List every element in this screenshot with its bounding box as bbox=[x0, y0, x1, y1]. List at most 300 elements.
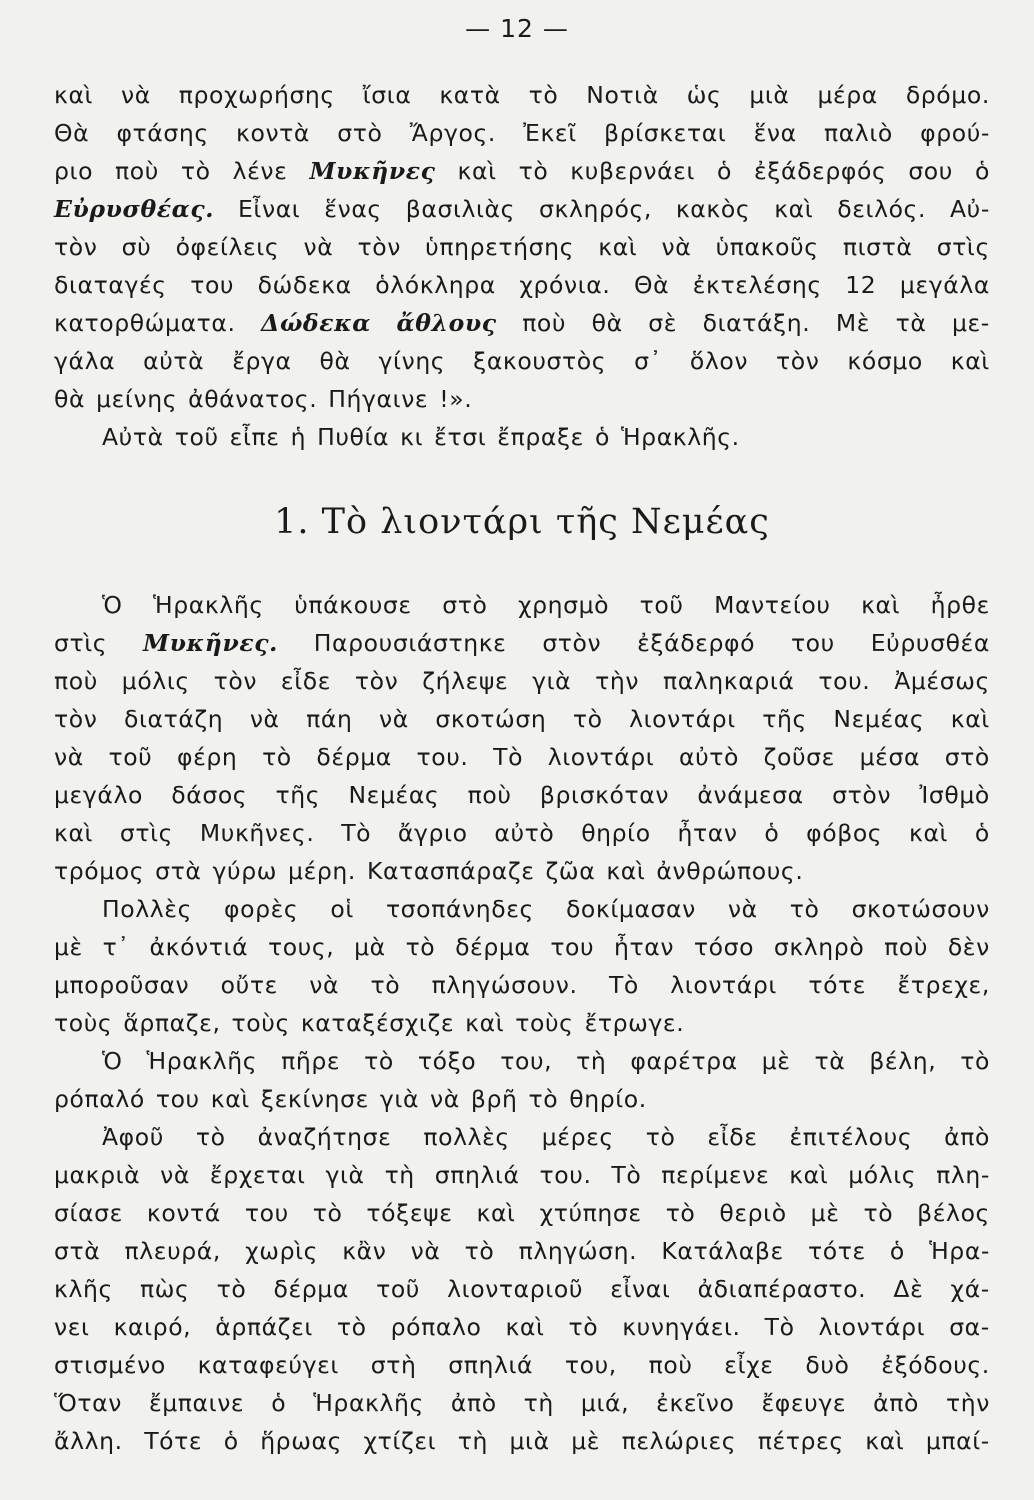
word: ἐξόδους. bbox=[881, 1351, 990, 1379]
word: Νεμέας bbox=[348, 781, 440, 809]
word: Ἄργος. bbox=[409, 119, 496, 147]
text-line bbox=[54, 380, 990, 418]
word: Θὰ bbox=[54, 119, 90, 147]
word: νὰ bbox=[303, 233, 334, 261]
word: Μαντείου bbox=[714, 591, 831, 619]
word: θὰ bbox=[591, 309, 623, 337]
word: ἴσια bbox=[362, 81, 412, 109]
word: ἀθάνατος. bbox=[188, 385, 318, 413]
word: τὸ bbox=[665, 1199, 696, 1227]
word: χωρὶς bbox=[245, 1237, 319, 1265]
word: ὁ bbox=[974, 157, 990, 185]
word: Αὐτὰ bbox=[102, 423, 164, 451]
word: δὲν bbox=[947, 933, 990, 961]
word: λένε bbox=[232, 157, 288, 185]
word: τὸ bbox=[789, 895, 820, 923]
paragraph bbox=[54, 586, 990, 890]
word: ἕνα bbox=[753, 119, 797, 147]
word: του, bbox=[564, 1351, 617, 1379]
word: μιὰ bbox=[749, 81, 790, 109]
text-line bbox=[54, 1194, 990, 1232]
word: στισμένο bbox=[54, 1351, 166, 1379]
text-line bbox=[54, 852, 990, 890]
word: μέσα bbox=[859, 743, 921, 771]
word: Νεμέας bbox=[833, 705, 925, 733]
word: τὴν bbox=[595, 667, 640, 695]
word: Ἀφοῦ bbox=[102, 1123, 164, 1151]
word: θηρίο bbox=[581, 819, 651, 847]
word: Ἡρακλῆς bbox=[153, 591, 264, 619]
word: καὶ bbox=[774, 195, 814, 223]
word: του bbox=[155, 1085, 200, 1113]
word: τὸ bbox=[336, 1313, 367, 1341]
word: μακριὰ bbox=[54, 1161, 141, 1189]
word: αὐτὰ bbox=[143, 347, 205, 375]
word: νὰ bbox=[410, 1237, 441, 1265]
paragraph bbox=[54, 76, 990, 418]
word: Ἀμέσως bbox=[894, 667, 990, 695]
word: καὶ bbox=[865, 1427, 905, 1455]
word: κόσμο bbox=[847, 347, 923, 375]
text-line bbox=[54, 114, 990, 152]
word: μέρη. bbox=[288, 857, 356, 885]
word: εἶδε bbox=[707, 1123, 758, 1151]
word: στὸ bbox=[337, 119, 383, 147]
emphasized-word: Μυκῆνες bbox=[309, 157, 436, 185]
word: ξεκίνησε bbox=[260, 1085, 369, 1113]
text-line bbox=[54, 1346, 990, 1384]
word: Πολλὲς bbox=[102, 895, 192, 923]
word: μὰ bbox=[354, 933, 386, 961]
word: ἁρπάζει bbox=[215, 1313, 313, 1341]
word: Δὲ bbox=[893, 1275, 924, 1303]
word: βρῆ bbox=[470, 1085, 518, 1113]
word: ὑπάκουσε bbox=[294, 591, 412, 619]
word: λιοντάρι bbox=[818, 1313, 926, 1341]
word: θηρίο. bbox=[569, 1085, 647, 1113]
word: πλευρά, bbox=[124, 1237, 221, 1265]
word: ἥρωας bbox=[260, 1427, 342, 1455]
word: λιοντάρι bbox=[629, 705, 736, 733]
word: γιὰ bbox=[325, 1161, 365, 1189]
word: κυβερνάει bbox=[570, 157, 696, 185]
text-line bbox=[54, 700, 990, 738]
word: δρόμο. bbox=[905, 81, 990, 109]
word: τοῦ bbox=[639, 591, 684, 619]
word: τὸ bbox=[863, 1199, 894, 1227]
word: καὶ bbox=[598, 233, 638, 261]
word: Ἡρακλῆς. bbox=[620, 423, 740, 451]
word: ἐκτελέσης bbox=[692, 271, 822, 299]
text-block-after-heading bbox=[54, 586, 990, 1460]
word: ἔργα bbox=[232, 347, 292, 375]
word: χρόνια. bbox=[519, 271, 611, 299]
word: πέτρες bbox=[757, 1427, 844, 1455]
word: τοὺς bbox=[54, 1009, 113, 1037]
word: στὸν bbox=[832, 781, 892, 809]
word: εἶχε bbox=[724, 1351, 774, 1379]
word: τὸν bbox=[54, 705, 98, 733]
word: ἦρθε bbox=[930, 591, 990, 619]
word: ποὺ bbox=[54, 667, 98, 695]
word: θεριὸ bbox=[719, 1199, 787, 1227]
word: ποὺ bbox=[467, 781, 512, 809]
word: αὐτὸ bbox=[494, 819, 555, 847]
word: Ὅταν bbox=[54, 1389, 122, 1417]
word: 12 bbox=[845, 271, 877, 299]
word: ἀδιαπέραστο. bbox=[697, 1275, 867, 1303]
emphasized-word: Μυκῆνες. bbox=[143, 629, 278, 657]
word: του. bbox=[416, 743, 469, 771]
word: ὁ bbox=[594, 423, 610, 451]
word: τοὺς bbox=[515, 1009, 574, 1037]
word: τῆς bbox=[275, 781, 321, 809]
word: νὰ bbox=[379, 705, 409, 733]
emphasized-word: Εὐρυσθέας. bbox=[54, 195, 215, 223]
word: πληγώση. bbox=[518, 1237, 638, 1265]
word: τὸν bbox=[354, 667, 399, 695]
word: μεγάλα bbox=[899, 271, 990, 299]
word: ἄλλη. bbox=[54, 1427, 123, 1455]
word: ἐκεῖνο bbox=[656, 1389, 735, 1417]
word: ἕνας bbox=[324, 195, 382, 223]
body-text bbox=[54, 76, 990, 1460]
word: Κατάλαβε bbox=[661, 1237, 784, 1265]
word: θὰ bbox=[319, 347, 351, 375]
word: σκληρὸ bbox=[773, 933, 865, 961]
word: Πήγαινε bbox=[328, 385, 429, 413]
word: εἶδε bbox=[280, 667, 332, 695]
word: ὁ bbox=[889, 1237, 905, 1265]
text-line bbox=[54, 966, 990, 1004]
word: ποὺ bbox=[522, 309, 567, 337]
word: σπηλιά bbox=[448, 1351, 534, 1379]
word: καὶ bbox=[606, 857, 646, 885]
text-line bbox=[54, 624, 990, 662]
word: γύρω bbox=[212, 857, 278, 885]
word: στὴ bbox=[370, 1351, 417, 1379]
word: πολλὲς bbox=[423, 1123, 510, 1151]
word: ὁ bbox=[223, 1427, 239, 1455]
word: καὶ bbox=[861, 591, 901, 619]
word: ἐπιτέλους bbox=[789, 1123, 913, 1151]
word: καὶ bbox=[54, 81, 94, 109]
word: κοντὰ bbox=[236, 119, 311, 147]
word: τόσο bbox=[693, 933, 755, 961]
word: τοῦ bbox=[376, 1275, 421, 1303]
word: του bbox=[190, 271, 235, 299]
word: πάη bbox=[306, 705, 353, 733]
word: του bbox=[790, 629, 835, 657]
word: ἔρχεται bbox=[209, 1161, 306, 1189]
text-line bbox=[54, 1232, 990, 1270]
word: ἄγριο bbox=[397, 819, 468, 847]
word: ὑπηρετήσης bbox=[425, 233, 575, 261]
word: κοντά bbox=[146, 1199, 221, 1227]
word: Μυκῆνες. bbox=[199, 819, 315, 847]
emphasized-word: Δώδεκα bbox=[261, 309, 371, 337]
word: του bbox=[550, 933, 595, 961]
word: φέρη bbox=[177, 743, 238, 771]
word: ὅλον bbox=[689, 347, 749, 375]
word: θὰ bbox=[54, 385, 86, 413]
word: τὸ bbox=[312, 1199, 343, 1227]
word: δοκίμασαν bbox=[565, 895, 696, 923]
word: χτίζει bbox=[363, 1427, 437, 1455]
word: καὶ bbox=[505, 1313, 545, 1341]
word: Νοτιὰ bbox=[586, 81, 659, 109]
word: φόβος bbox=[806, 819, 883, 847]
word: Τότε bbox=[144, 1427, 203, 1455]
text-line bbox=[54, 76, 990, 114]
word: Ἰσθμὸ bbox=[919, 781, 990, 809]
word: στὰ bbox=[155, 857, 202, 885]
text-line bbox=[54, 342, 990, 380]
word: τὸ bbox=[364, 1047, 394, 1075]
word: ἔμπαινε bbox=[148, 1389, 245, 1417]
word: καὶ bbox=[950, 705, 990, 733]
word: ζήλεψε bbox=[422, 667, 509, 695]
word: ποὺ bbox=[115, 157, 159, 185]
word: ἅρπαζε, bbox=[123, 1009, 221, 1037]
text-line bbox=[54, 738, 990, 776]
word: εἶναι bbox=[610, 1275, 671, 1303]
word: τὸ bbox=[180, 157, 211, 185]
word: γιὰ bbox=[532, 667, 572, 695]
word: Θὰ bbox=[633, 271, 670, 299]
word: φορὲς bbox=[224, 895, 299, 923]
word: μόλις bbox=[848, 1161, 917, 1189]
word: Τὸ bbox=[493, 743, 524, 771]
word: ἀπὸ bbox=[873, 1389, 919, 1417]
word: δάσος bbox=[171, 781, 248, 809]
word: του bbox=[244, 1199, 289, 1227]
text-line bbox=[54, 928, 990, 966]
word: ρόπαλό bbox=[54, 1085, 145, 1113]
word: τότε bbox=[808, 971, 867, 999]
word: Τὸ bbox=[611, 1161, 642, 1189]
word: νὰ bbox=[54, 743, 84, 771]
word: τὸ bbox=[195, 1123, 226, 1151]
word: Εἶναι bbox=[237, 195, 301, 223]
paragraph bbox=[54, 1118, 990, 1460]
word: Ὁ bbox=[102, 1047, 123, 1075]
word: ὁ bbox=[717, 157, 732, 185]
word: τὸ bbox=[568, 1313, 599, 1341]
text-block-before-heading bbox=[54, 76, 990, 456]
text-line bbox=[54, 1422, 990, 1460]
word: τοὺς bbox=[231, 1009, 290, 1037]
word: κακὸς bbox=[675, 195, 751, 223]
text-line bbox=[54, 418, 990, 456]
word: νὰ bbox=[309, 971, 340, 999]
word: δειλός. bbox=[837, 195, 927, 223]
word: του. bbox=[818, 667, 871, 695]
word: ἔτρωγε. bbox=[584, 1009, 685, 1037]
word: μιὰ bbox=[509, 1427, 550, 1455]
paragraph bbox=[54, 1042, 990, 1118]
word: τους, bbox=[267, 933, 335, 961]
text-line bbox=[54, 814, 990, 852]
word: ὁ bbox=[271, 1389, 287, 1417]
word: σκοτώση bbox=[435, 705, 547, 733]
word: Ἡρακλῆς bbox=[313, 1389, 424, 1417]
word: πῆρε bbox=[281, 1047, 341, 1075]
word: κι bbox=[400, 423, 424, 451]
word: τὸν bbox=[54, 233, 98, 261]
word: διαταγές bbox=[54, 271, 167, 299]
word: μὲ bbox=[571, 1427, 601, 1455]
word: διατάζη bbox=[123, 705, 224, 733]
word: ὁ bbox=[974, 819, 990, 847]
word: καὶ bbox=[476, 1199, 516, 1227]
word: τόξεψε bbox=[366, 1199, 453, 1227]
word: Πυθία bbox=[317, 423, 390, 451]
word: τὸ bbox=[464, 1237, 495, 1265]
word: !». bbox=[439, 385, 473, 413]
text-line bbox=[54, 190, 990, 228]
text-line bbox=[54, 890, 990, 928]
page-number: — 12 — bbox=[465, 14, 569, 43]
word: ἐξάδερφό bbox=[637, 629, 756, 657]
word: σου bbox=[908, 157, 953, 185]
word: ἔφευγε bbox=[761, 1389, 847, 1417]
word: ὁλόκληρα bbox=[375, 271, 496, 299]
word: Ἡρακλῆς bbox=[146, 1047, 258, 1075]
word: σὲ bbox=[648, 309, 678, 337]
word: ἀναζήτησε bbox=[257, 1123, 392, 1151]
word: καταξέσχιζε bbox=[300, 1009, 455, 1037]
word: κατὰ bbox=[439, 81, 501, 109]
word: δώδεκα bbox=[257, 271, 352, 299]
word: λιοντάρι bbox=[547, 743, 655, 771]
word: τὸν bbox=[776, 347, 820, 375]
word: ποὺ bbox=[884, 933, 929, 961]
word: τὸ bbox=[518, 157, 549, 185]
word: ρόπαλο bbox=[390, 1313, 482, 1341]
word: στὸν bbox=[542, 629, 602, 657]
word: Παρουσιάστηκε bbox=[313, 629, 507, 657]
word: Εὐρυσθέα bbox=[870, 629, 990, 657]
paragraph bbox=[54, 418, 990, 456]
word: φρού- bbox=[920, 119, 990, 147]
text-line bbox=[54, 776, 990, 814]
word: ἀνθρώπους. bbox=[656, 857, 804, 885]
text-line bbox=[54, 1270, 990, 1308]
word: τὸν bbox=[213, 667, 258, 695]
word: ἦταν bbox=[677, 819, 738, 847]
word: μὲ bbox=[54, 933, 83, 961]
word: ποὺ bbox=[648, 1351, 693, 1379]
word: βέλη, bbox=[869, 1047, 937, 1075]
word: με- bbox=[951, 309, 990, 337]
text-line bbox=[54, 1308, 990, 1346]
word: ἔτρεχε, bbox=[897, 971, 990, 999]
word: τοῦ bbox=[108, 743, 153, 771]
word: ζοῦσε bbox=[763, 743, 835, 771]
word: τὸ bbox=[370, 971, 401, 999]
word: βασιλιὰς bbox=[405, 195, 516, 223]
word: σὺ bbox=[121, 233, 152, 261]
word: τὸν bbox=[357, 233, 401, 261]
word: καὶ bbox=[909, 819, 949, 847]
word: ριο bbox=[54, 157, 94, 185]
word: πελώριες bbox=[621, 1427, 737, 1455]
word: νὰ bbox=[121, 81, 151, 109]
word: σα- bbox=[949, 1313, 990, 1341]
emphasized-word: ἄθλους bbox=[396, 309, 497, 337]
word: κἂν bbox=[342, 1237, 387, 1265]
word: μέρα bbox=[817, 81, 878, 109]
word: λιονταριοῦ bbox=[447, 1275, 584, 1303]
word: τοῦ bbox=[174, 423, 219, 451]
word: λιοντάρι bbox=[670, 971, 777, 999]
word: Τὸ bbox=[341, 819, 372, 847]
word: γιὰ bbox=[379, 1085, 420, 1113]
word: μὲ bbox=[810, 1199, 840, 1227]
word: ξακουστὸς bbox=[473, 347, 607, 375]
word: μόλις bbox=[121, 667, 190, 695]
word: καὶ bbox=[950, 347, 990, 375]
word: εἶπε bbox=[229, 423, 280, 451]
word: πληγώσουν. bbox=[431, 971, 578, 999]
word: τὸ bbox=[216, 1275, 247, 1303]
word: πὼς bbox=[140, 1275, 190, 1303]
chapter-heading: 1. Τὸ λιοντάρι τῆς Νεμέας bbox=[274, 502, 770, 542]
word: Ἡρα- bbox=[929, 1237, 990, 1265]
word: κλῆς bbox=[54, 1275, 113, 1303]
word: φτάσης bbox=[116, 119, 209, 147]
word: παληκαριά bbox=[662, 667, 795, 695]
word: καιρό, bbox=[113, 1313, 192, 1341]
text-line bbox=[54, 1118, 990, 1156]
word: ἐξάδερφός bbox=[753, 157, 887, 185]
word: νὰ bbox=[249, 705, 280, 733]
word: μιά, bbox=[580, 1389, 630, 1417]
word: δέρμα bbox=[316, 743, 392, 771]
word: δέρμα bbox=[455, 933, 531, 961]
word: μὲ bbox=[761, 1047, 791, 1075]
text-line bbox=[54, 266, 990, 304]
word: περίμενε bbox=[661, 1161, 770, 1189]
text-line bbox=[54, 1080, 990, 1118]
word: στὸ bbox=[944, 743, 990, 771]
word: ἀπὸ bbox=[450, 1389, 497, 1417]
word: καὶ bbox=[210, 1085, 250, 1113]
word: παλιὸ bbox=[823, 119, 893, 147]
word: νὰ bbox=[661, 233, 692, 261]
word: τσοπάνηδες bbox=[385, 895, 534, 923]
word: τὰ bbox=[895, 309, 927, 337]
word: ὡς bbox=[686, 81, 722, 109]
paragraph bbox=[54, 890, 990, 1042]
word: βρίσκεται bbox=[604, 119, 727, 147]
word: καὶ bbox=[54, 819, 94, 847]
word: στὶς bbox=[936, 233, 990, 261]
text-line bbox=[54, 1384, 990, 1422]
word: στὶς bbox=[54, 629, 108, 657]
word: τὸ bbox=[262, 743, 292, 771]
word: τότε bbox=[807, 1237, 866, 1265]
word: του. bbox=[539, 1161, 592, 1189]
word: τρόμος bbox=[54, 857, 145, 885]
word: ἔπραξε bbox=[497, 423, 584, 451]
word: καὶ bbox=[789, 1161, 829, 1189]
word: ἡ bbox=[290, 423, 307, 451]
word: γίνης bbox=[378, 347, 446, 375]
word: τῆς bbox=[762, 705, 807, 733]
word: κυνηγάει. bbox=[622, 1313, 741, 1341]
